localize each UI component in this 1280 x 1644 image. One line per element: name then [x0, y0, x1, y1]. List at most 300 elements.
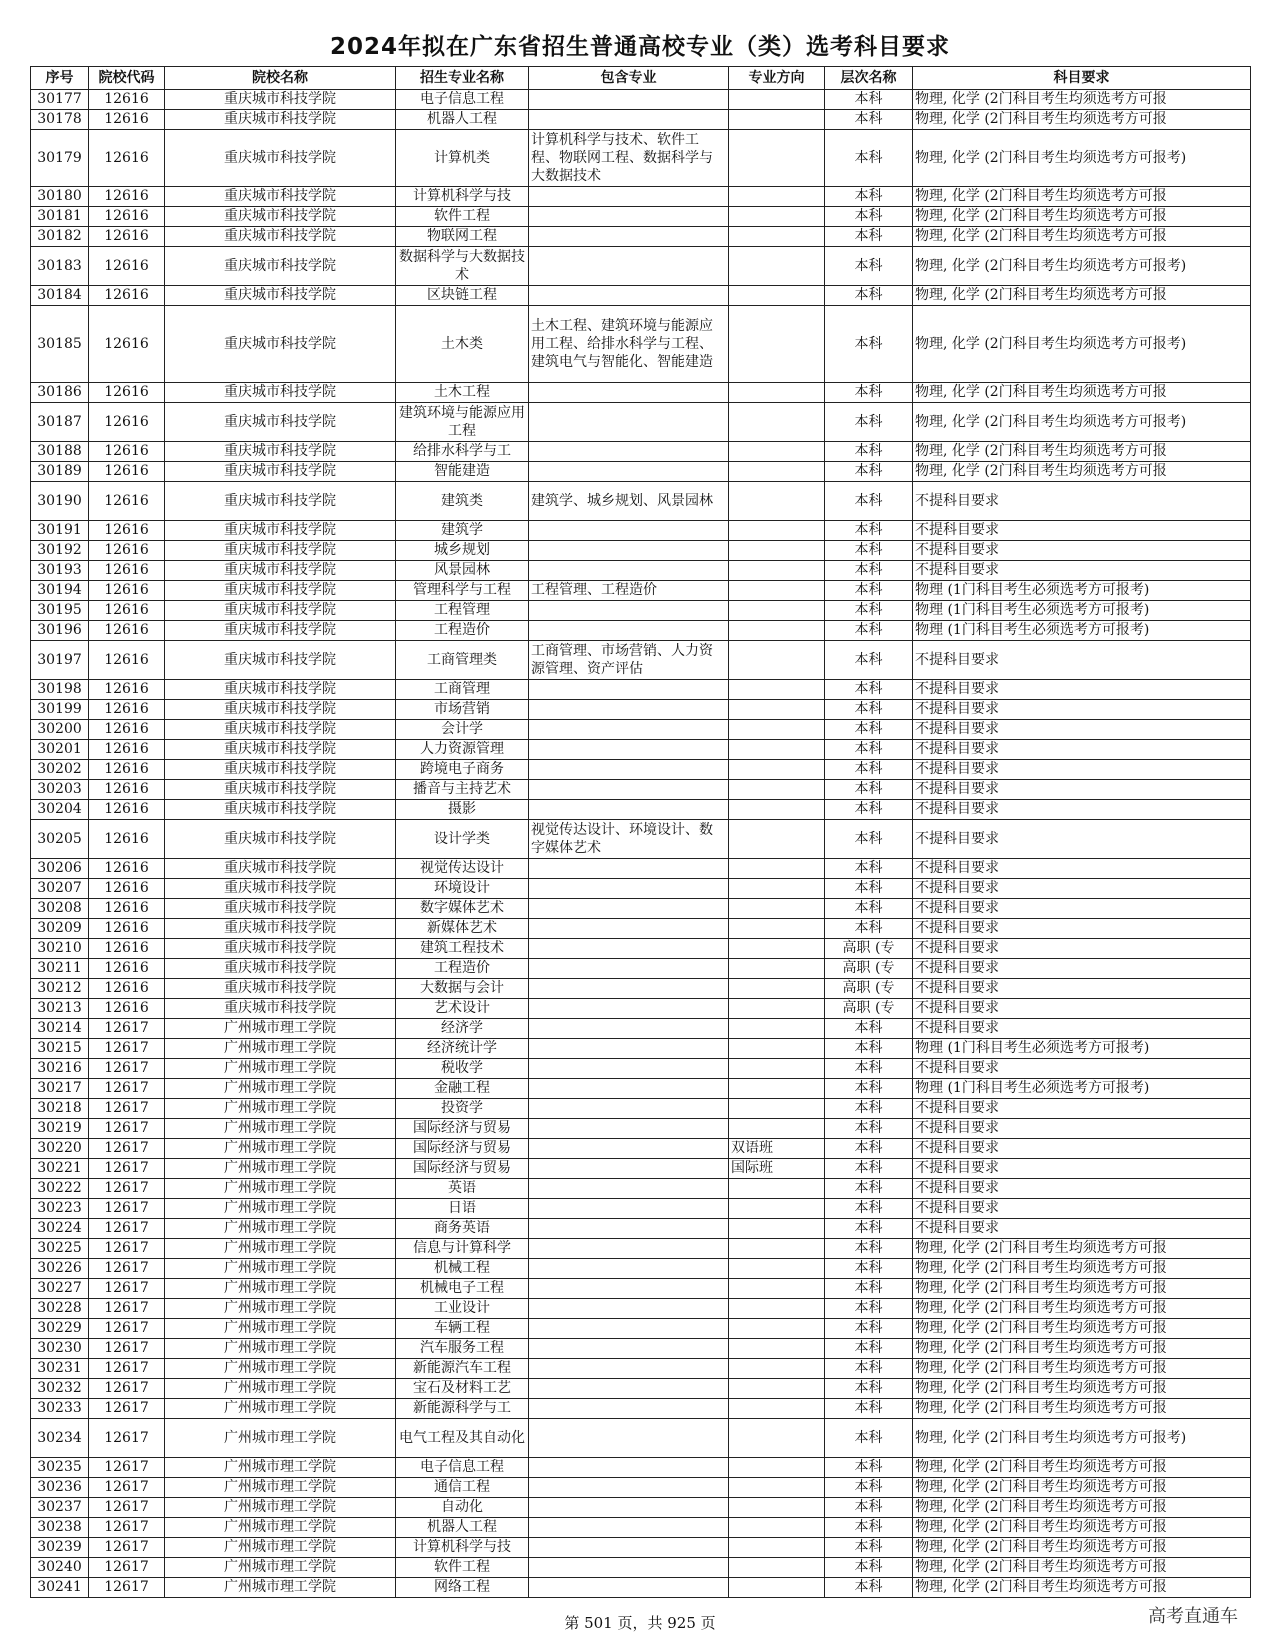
cell-direction: 国际班: [729, 1159, 825, 1179]
cell-level: 本科: [825, 780, 913, 800]
cell-requirements: 物理, 化学 (2门科目考生均须选考方可报: [913, 1239, 1251, 1259]
cell-school-code: 12616: [89, 207, 165, 227]
cell-school-code: 12617: [89, 1259, 165, 1279]
cell-school-code: 12616: [89, 462, 165, 482]
cell-included-majors: [529, 1399, 729, 1419]
cell-serial: 30204: [31, 800, 89, 820]
cell-school-name: 重庆城市科技学院: [165, 919, 396, 939]
table-row: [31, 939, 1251, 959]
cell-serial: 30235: [31, 1458, 89, 1478]
table-row: [31, 1019, 1251, 1039]
cell-included-majors: [529, 1558, 729, 1578]
table-row: [31, 641, 1251, 680]
cell-included-majors: [529, 1199, 729, 1219]
cell-requirements: 物理, 化学 (2门科目考生均须选考方可报: [913, 1578, 1251, 1598]
cell-included-majors: [529, 1179, 729, 1199]
cell-serial: 30221: [31, 1159, 89, 1179]
cell-school-code: 12617: [89, 1299, 165, 1319]
cell-school-code: 12617: [89, 1339, 165, 1359]
cell-direction: [729, 581, 825, 601]
cell-school-code: 12616: [89, 247, 165, 286]
cell-major-name: 计算机科学与技: [396, 1538, 529, 1558]
cell-school-name: 重庆城市科技学院: [165, 110, 396, 130]
cell-direction: [729, 286, 825, 306]
cell-school-code: 12616: [89, 740, 165, 760]
cell-included-majors: [529, 1059, 729, 1079]
cell-school-code: 12616: [89, 306, 165, 383]
cell-school-name: 重庆城市科技学院: [165, 187, 396, 207]
cell-direction: [729, 1179, 825, 1199]
cell-school-name: 重庆城市科技学院: [165, 521, 396, 541]
cell-requirements: 不提科目要求: [913, 680, 1251, 700]
cell-level: 本科: [825, 1079, 913, 1099]
cell-school-name: 重庆城市科技学院: [165, 760, 396, 780]
cell-included-majors: [529, 561, 729, 581]
table-row: [31, 442, 1251, 462]
cell-school-code: 12616: [89, 130, 165, 187]
cell-school-code: 12616: [89, 899, 165, 919]
cell-school-name: 广州城市理工学院: [165, 1039, 396, 1059]
cell-included-majors: [529, 207, 729, 227]
cell-requirements: 物理, 化学 (2门科目考生均须选考方可报: [913, 227, 1251, 247]
cell-school-code: 12617: [89, 1419, 165, 1458]
cell-school-name: 重庆城市科技学院: [165, 306, 396, 383]
cell-major-name: 新能源汽车工程: [396, 1359, 529, 1379]
table-row: [31, 403, 1251, 442]
cell-requirements: 物理, 化学 (2门科目考生均须选考方可报: [913, 1379, 1251, 1399]
cell-major-name: 机械电子工程: [396, 1279, 529, 1299]
cell-school-name: 广州城市理工学院: [165, 1179, 396, 1199]
cell-school-code: 12617: [89, 1458, 165, 1478]
cell-included-majors: [529, 760, 729, 780]
cell-level: 本科: [825, 859, 913, 879]
cell-major-name: 工商管理类: [396, 641, 529, 680]
cell-included-majors: [529, 1099, 729, 1119]
cell-school-code: 12616: [89, 286, 165, 306]
cell-level: 本科: [825, 1578, 913, 1598]
cell-direction: [729, 482, 825, 521]
cell-serial: 30200: [31, 720, 89, 740]
cell-requirements: 不提科目要求: [913, 521, 1251, 541]
cell-major-name: 工程管理: [396, 601, 529, 621]
cell-level: 本科: [825, 1518, 913, 1538]
cell-direction: [729, 680, 825, 700]
cell-requirements: 不提科目要求: [913, 1119, 1251, 1139]
cell-school-code: 12617: [89, 1239, 165, 1259]
cell-major-name: 通信工程: [396, 1478, 529, 1498]
cell-school-name: 广州城市理工学院: [165, 1458, 396, 1478]
cell-school-name: 重庆城市科技学院: [165, 999, 396, 1019]
cell-major-name: 摄影: [396, 800, 529, 820]
cell-serial: 30232: [31, 1379, 89, 1399]
cell-requirements: 物理, 化学 (2门科目考生均须选考方可报: [913, 442, 1251, 462]
cell-school-code: 12617: [89, 1219, 165, 1239]
cell-included-majors: [529, 621, 729, 641]
cell-school-name: 重庆城市科技学院: [165, 383, 396, 403]
cell-school-name: 广州城市理工学院: [165, 1019, 396, 1039]
cell-requirements: 物理 (1门科目考生必须选考方可报考): [913, 1079, 1251, 1099]
cell-major-name: 电气工程及其自动化: [396, 1419, 529, 1458]
cell-major-name: 英语: [396, 1179, 529, 1199]
cell-level: 本科: [825, 1119, 913, 1139]
cell-school-code: 12616: [89, 521, 165, 541]
cell-direction: [729, 959, 825, 979]
cell-requirements: 不提科目要求: [913, 959, 1251, 979]
cell-requirements: 物理, 化学 (2门科目考生均须选考方可报考): [913, 130, 1251, 187]
cell-major-name: 建筑学: [396, 521, 529, 541]
cell-school-name: 广州城市理工学院: [165, 1319, 396, 1339]
table-row: [31, 979, 1251, 999]
cell-requirements: 物理, 化学 (2门科目考生均须选考方可报: [913, 207, 1251, 227]
cell-level: 本科: [825, 740, 913, 760]
cell-serial: 30216: [31, 1059, 89, 1079]
cell-included-majors: [529, 720, 729, 740]
cell-direction: [729, 1379, 825, 1399]
cell-included-majors: 计算机科学与技术、软件工程、物联网工程、数据科学与大数据技术: [529, 130, 729, 187]
table-row: [31, 1079, 1251, 1099]
cell-direction: [729, 979, 825, 999]
cell-school-name: 重庆城市科技学院: [165, 541, 396, 561]
cell-level: 本科: [825, 919, 913, 939]
cell-requirements: 不提科目要求: [913, 780, 1251, 800]
cell-school-code: 12616: [89, 919, 165, 939]
table-row: [31, 800, 1251, 820]
table-row: [31, 1139, 1251, 1159]
cell-level: 本科: [825, 1339, 913, 1359]
cell-level: 本科: [825, 820, 913, 859]
cell-school-code: 12617: [89, 1039, 165, 1059]
cell-school-name: 重庆城市科技学院: [165, 780, 396, 800]
cell-major-name: 信息与计算科学: [396, 1239, 529, 1259]
cell-school-code: 12616: [89, 760, 165, 780]
cell-serial: 30227: [31, 1279, 89, 1299]
table-row: [31, 1518, 1251, 1538]
table-row: [31, 227, 1251, 247]
cell-direction: [729, 1199, 825, 1219]
cell-level: 本科: [825, 1359, 913, 1379]
cell-included-majors: [529, 1359, 729, 1379]
cell-school-code: 12617: [89, 1578, 165, 1598]
cell-requirements: 物理, 化学 (2门科目考生均须选考方可报: [913, 1319, 1251, 1339]
cell-serial: 30177: [31, 90, 89, 110]
cell-serial: 30234: [31, 1419, 89, 1458]
cell-major-name: 大数据与会计: [396, 979, 529, 999]
table-header-row: [31, 67, 1251, 90]
cell-school-name: 广州城市理工学院: [165, 1059, 396, 1079]
table-row: [31, 1259, 1251, 1279]
cell-major-name: 土木工程: [396, 383, 529, 403]
cell-major-name: 新媒体艺术: [396, 919, 529, 939]
cell-serial: 30178: [31, 110, 89, 130]
cell-level: 本科: [825, 1319, 913, 1339]
cell-major-name: 工程造价: [396, 959, 529, 979]
cell-requirements: 不提科目要求: [913, 979, 1251, 999]
cell-requirements: 物理, 化学 (2门科目考生均须选考方可报考): [913, 247, 1251, 286]
cell-major-name: 城乡规划: [396, 541, 529, 561]
cell-serial: 30228: [31, 1299, 89, 1319]
cell-included-majors: [529, 1279, 729, 1299]
cell-direction: [729, 90, 825, 110]
cell-major-name: 风景园林: [396, 561, 529, 581]
cell-major-name: 艺术设计: [396, 999, 529, 1019]
cell-serial: 30212: [31, 979, 89, 999]
cell-major-name: 电子信息工程: [396, 1458, 529, 1478]
cell-school-name: 广州城市理工学院: [165, 1578, 396, 1598]
cell-included-majors: 工程管理、工程造价: [529, 581, 729, 601]
cell-direction: [729, 1119, 825, 1139]
cell-serial: 30220: [31, 1139, 89, 1159]
cell-included-majors: [529, 1039, 729, 1059]
cell-major-name: 税收学: [396, 1059, 529, 1079]
cell-level: 本科: [825, 462, 913, 482]
cell-included-majors: [529, 1498, 729, 1518]
table-row: [31, 700, 1251, 720]
cell-serial: 30207: [31, 879, 89, 899]
cell-requirements: 不提科目要求: [913, 641, 1251, 680]
cell-requirements: 不提科目要求: [913, 1219, 1251, 1239]
cell-major-name: 机器人工程: [396, 110, 529, 130]
cell-included-majors: [529, 442, 729, 462]
cell-serial: 30240: [31, 1558, 89, 1578]
cell-included-majors: [529, 1478, 729, 1498]
cell-major-name: 国际经济与贸易: [396, 1119, 529, 1139]
cell-major-name: 软件工程: [396, 1558, 529, 1578]
cell-requirements: 不提科目要求: [913, 740, 1251, 760]
cell-serial: 30236: [31, 1478, 89, 1498]
table-row: [31, 1239, 1251, 1259]
table-row: [31, 1419, 1251, 1458]
cell-serial: 30233: [31, 1399, 89, 1419]
cell-included-majors: [529, 1259, 729, 1279]
cell-level: 本科: [825, 621, 913, 641]
cell-serial: 30225: [31, 1239, 89, 1259]
cell-requirements: 不提科目要求: [913, 541, 1251, 561]
cell-requirements: 物理, 化学 (2门科目考生均须选考方可报: [913, 1478, 1251, 1498]
cell-requirements: 不提科目要求: [913, 800, 1251, 820]
cell-school-code: 12616: [89, 90, 165, 110]
cell-school-code: 12617: [89, 1179, 165, 1199]
cell-school-code: 12616: [89, 561, 165, 581]
cell-school-name: 广州城市理工学院: [165, 1199, 396, 1219]
table-row: [31, 1478, 1251, 1498]
cell-included-majors: 土木工程、建筑环境与能源应用工程、给排水科学与工程、建筑电气与智能化、智能建造: [529, 306, 729, 383]
cell-direction: [729, 1558, 825, 1578]
cell-major-name: 跨境电子商务: [396, 760, 529, 780]
cell-level: 本科: [825, 110, 913, 130]
cell-serial: 30226: [31, 1259, 89, 1279]
cell-major-name: 给排水科学与工: [396, 442, 529, 462]
cell-school-name: 重庆城市科技学院: [165, 482, 396, 521]
cell-direction: [729, 740, 825, 760]
cell-included-majors: [529, 740, 729, 760]
cell-level: 本科: [825, 442, 913, 462]
cell-level: 本科: [825, 187, 913, 207]
cell-direction: [729, 521, 825, 541]
cell-level: 本科: [825, 1538, 913, 1558]
cell-direction: [729, 1019, 825, 1039]
cell-major-name: 网络工程: [396, 1578, 529, 1598]
cell-requirements: 不提科目要求: [913, 700, 1251, 720]
cell-school-code: 12616: [89, 780, 165, 800]
cell-direction: [729, 187, 825, 207]
table-row: [31, 383, 1251, 403]
cell-direction: [729, 1039, 825, 1059]
cell-direction: [729, 383, 825, 403]
cell-school-name: 重庆城市科技学院: [165, 442, 396, 462]
cell-level: 本科: [825, 247, 913, 286]
table-row: [31, 820, 1251, 859]
cell-school-name: 广州城市理工学院: [165, 1379, 396, 1399]
cell-included-majors: [529, 187, 729, 207]
cell-school-code: 12617: [89, 1079, 165, 1099]
cell-requirements: 物理 (1门科目考生必须选考方可报考): [913, 1039, 1251, 1059]
table-row: [31, 859, 1251, 879]
cell-included-majors: [529, 700, 729, 720]
cell-school-name: 重庆城市科技学院: [165, 621, 396, 641]
cell-major-name: 宝石及材料工艺: [396, 1379, 529, 1399]
cell-school-code: 12616: [89, 403, 165, 442]
cell-serial: 30218: [31, 1099, 89, 1119]
cell-level: 本科: [825, 1299, 913, 1319]
cell-included-majors: 建筑学、城乡规划、风景园林: [529, 482, 729, 521]
cell-major-name: 汽车服务工程: [396, 1339, 529, 1359]
header-school-code: 院校代码: [89, 67, 165, 90]
cell-major-name: 播音与主持艺术: [396, 780, 529, 800]
cell-major-name: 视觉传达设计: [396, 859, 529, 879]
cell-requirements: 物理, 化学 (2门科目考生均须选考方可报考): [913, 403, 1251, 442]
cell-major-name: 软件工程: [396, 207, 529, 227]
cell-direction: [729, 561, 825, 581]
cell-level: 本科: [825, 1039, 913, 1059]
table-row: [31, 1558, 1251, 1578]
cell-requirements: 不提科目要求: [913, 1139, 1251, 1159]
cell-level: 本科: [825, 800, 913, 820]
cell-serial: 30210: [31, 939, 89, 959]
header-direction: 专业方向: [729, 67, 825, 90]
cell-level: 本科: [825, 700, 913, 720]
cell-level: 高职 (专: [825, 999, 913, 1019]
cell-direction: [729, 442, 825, 462]
cell-requirements: 物理, 化学 (2门科目考生均须选考方可报: [913, 1359, 1251, 1379]
table-row: [31, 1199, 1251, 1219]
cell-direction: 双语班: [729, 1139, 825, 1159]
cell-included-majors: [529, 800, 729, 820]
cell-school-name: 重庆城市科技学院: [165, 561, 396, 581]
cell-direction: [729, 800, 825, 820]
table-row: [31, 561, 1251, 581]
cell-requirements: 物理 (1门科目考生必须选考方可报考): [913, 581, 1251, 601]
cell-level: 本科: [825, 1099, 913, 1119]
cell-school-code: 12616: [89, 581, 165, 601]
cell-school-name: 重庆城市科技学院: [165, 247, 396, 286]
cell-requirements: 不提科目要求: [913, 720, 1251, 740]
table-row: [31, 482, 1251, 521]
cell-level: 本科: [825, 601, 913, 621]
cell-requirements: 物理, 化学 (2门科目考生均须选考方可报: [913, 110, 1251, 130]
table-row: [31, 919, 1251, 939]
cell-school-code: 12617: [89, 1159, 165, 1179]
cell-included-majors: [529, 1518, 729, 1538]
cell-school-name: 重庆城市科技学院: [165, 939, 396, 959]
cell-requirements: 不提科目要求: [913, 760, 1251, 780]
header-major-name: 招生专业名称: [396, 67, 529, 90]
table-row: [31, 601, 1251, 621]
cell-included-majors: [529, 959, 729, 979]
cell-serial: 30237: [31, 1498, 89, 1518]
cell-major-name: 国际经济与贸易: [396, 1159, 529, 1179]
cell-requirements: 不提科目要求: [913, 1019, 1251, 1039]
cell-serial: 30241: [31, 1578, 89, 1598]
cell-requirements: 不提科目要求: [913, 859, 1251, 879]
cell-level: 本科: [825, 207, 913, 227]
cell-serial: 30181: [31, 207, 89, 227]
cell-included-majors: [529, 383, 729, 403]
table-row: [31, 521, 1251, 541]
cell-serial: 30186: [31, 383, 89, 403]
cell-school-name: 重庆城市科技学院: [165, 227, 396, 247]
cell-school-name: 广州城市理工学院: [165, 1079, 396, 1099]
cell-serial: 30190: [31, 482, 89, 521]
cell-major-name: 国际经济与贸易: [396, 1139, 529, 1159]
cell-included-majors: [529, 1538, 729, 1558]
cell-major-name: 数据科学与大数据技术: [396, 247, 529, 286]
cell-included-majors: [529, 1019, 729, 1039]
cell-school-name: 重庆城市科技学院: [165, 286, 396, 306]
cell-school-code: 12617: [89, 1279, 165, 1299]
table-body: [31, 90, 1251, 1598]
cell-requirements: 不提科目要求: [913, 879, 1251, 899]
cell-school-name: 重庆城市科技学院: [165, 820, 396, 859]
table-row: [31, 286, 1251, 306]
table-row: [31, 1039, 1251, 1059]
cell-school-name: 重庆城市科技学院: [165, 879, 396, 899]
cell-direction: [729, 207, 825, 227]
cell-direction: [729, 1059, 825, 1079]
cell-included-majors: [529, 1339, 729, 1359]
cell-requirements: 物理, 化学 (2门科目考生均须选考方可报: [913, 1518, 1251, 1538]
cell-school-code: 12616: [89, 541, 165, 561]
table-row: [31, 740, 1251, 760]
table-row: [31, 760, 1251, 780]
table-row: [31, 1299, 1251, 1319]
cell-direction: [729, 919, 825, 939]
cell-requirements: 不提科目要求: [913, 561, 1251, 581]
cell-included-majors: [529, 1139, 729, 1159]
table-row: [31, 1119, 1251, 1139]
cell-included-majors: [529, 462, 729, 482]
table-row: [31, 1458, 1251, 1478]
cell-direction: [729, 247, 825, 286]
cell-serial: 30189: [31, 462, 89, 482]
cell-direction: [729, 1458, 825, 1478]
cell-level: 本科: [825, 1019, 913, 1039]
cell-direction: [729, 1478, 825, 1498]
cell-major-name: 计算机科学与技: [396, 187, 529, 207]
cell-level: 本科: [825, 286, 913, 306]
cell-requirements: 物理, 化学 (2门科目考生均须选考方可报: [913, 462, 1251, 482]
cell-included-majors: [529, 1458, 729, 1478]
table-row: [31, 1099, 1251, 1119]
cell-school-name: 广州城市理工学院: [165, 1099, 396, 1119]
cell-included-majors: 工商管理、市场营销、人力资源管理、资产评估: [529, 641, 729, 680]
cell-included-majors: [529, 247, 729, 286]
cell-requirements: 不提科目要求: [913, 999, 1251, 1019]
cell-direction: [729, 306, 825, 383]
cell-major-name: 车辆工程: [396, 1319, 529, 1339]
cell-requirements: 不提科目要求: [913, 939, 1251, 959]
cell-school-name: 重庆城市科技学院: [165, 899, 396, 919]
cell-level: 本科: [825, 1458, 913, 1478]
